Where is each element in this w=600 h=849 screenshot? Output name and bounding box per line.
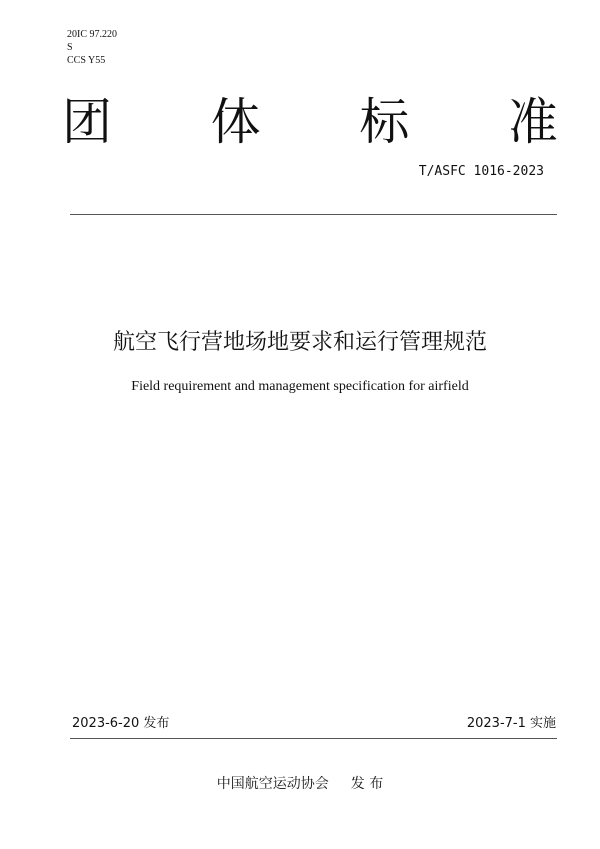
- standard-type-heading: [62, 92, 558, 152]
- ccs-code: CCS Y55: [67, 55, 106, 66]
- heading-char-4: 准: [507, 93, 558, 151]
- standard-number: T/ASFC 1016-2023: [418, 164, 544, 179]
- english-title: Field requirement and management specification for airfield: [131, 379, 469, 394]
- category-code: S: [67, 42, 73, 53]
- heading-char-3: 标: [359, 93, 410, 151]
- publisher-name: 中国航空运动协会: [216, 776, 329, 792]
- heading-char-1: 团: [62, 93, 112, 151]
- issue-date: 2023-6-20 发布: [72, 716, 170, 731]
- chinese-title: 航空飞行营地场地要求和运行管理规范: [112, 330, 487, 355]
- implementation-date: 2023-7-1 实施: [466, 716, 556, 731]
- top-divider: [70, 214, 557, 215]
- bottom-divider: [70, 738, 557, 739]
- publisher-line: [0, 775, 600, 793]
- heading-char-2: 体: [210, 93, 261, 151]
- publisher-action: 发 布: [350, 776, 384, 792]
- ics-code: 20IC 97.220: [67, 29, 117, 40]
- classification-codes: [67, 28, 117, 67]
